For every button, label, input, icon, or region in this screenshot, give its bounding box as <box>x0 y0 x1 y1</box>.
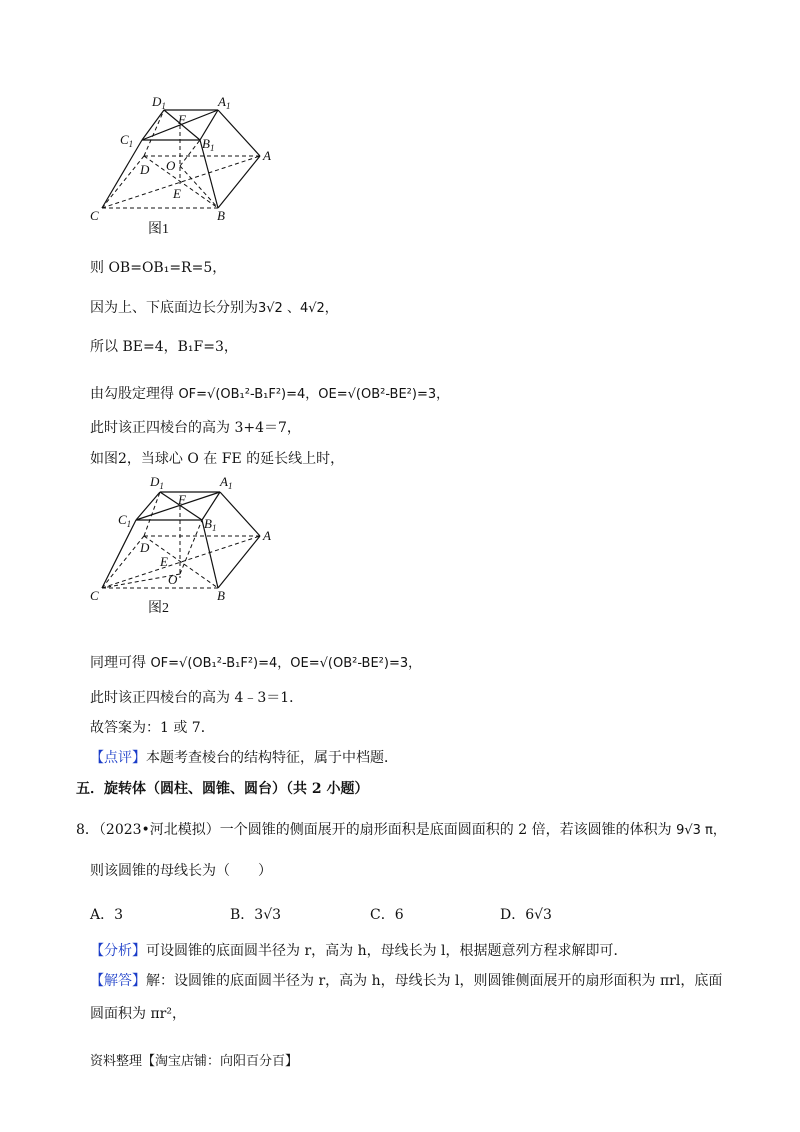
svg-text:B1: $B_1$ <box>202 136 215 153</box>
svg-text:B1: $B_1$ <box>204 516 217 533</box>
line-8: 此时该正四棱台的高为 4﹣3＝1． <box>90 690 304 706</box>
line-6: 如图2，当球心 O 在 FE 的延长线上时， <box>90 451 345 467</box>
option-b: B．3√3 <box>230 907 282 923</box>
svg-text:A1: $A_1$ <box>218 94 231 111</box>
svg-text:F: F <box>178 492 186 507</box>
solution-line-1: 【解答】解：设圆锥的底面圆半径为 r，高为 h，母线长为 l，则圆锥侧面展开的扇形面积为 πrl，底面 <box>90 973 723 989</box>
svg-text:图1: 图1 <box>148 222 169 237</box>
svg-text:D1: $D_1$ <box>152 94 166 111</box>
line-9: 故答案为：1 或 7． <box>90 720 215 736</box>
svg-text:E: E <box>173 186 181 201</box>
svg-text:A: A <box>263 148 271 163</box>
svg-text:O: O <box>168 572 178 587</box>
line-2: 因为上、下底面边长分别为3√2 、4√2， <box>90 300 338 316</box>
solution-tag: 【解答】 <box>90 973 146 989</box>
analysis-line: 【分析】可设圆锥的底面圆半径为 r，高为 h，母线长为 l，根据题意列方程求解即可． <box>90 943 628 959</box>
svg-text:C1: $C_1$ <box>120 132 134 149</box>
svg-text:C: C <box>90 208 99 223</box>
analysis-tag: 【分析】 <box>90 943 146 959</box>
svg-text:C1: $C_1$ <box>118 512 132 529</box>
svg-text:B: B <box>217 588 225 603</box>
solution-line-2: 圆面积为 πr²， <box>90 1006 186 1022</box>
svg-text:F: F <box>178 112 186 127</box>
svg-text:D: D <box>140 540 150 555</box>
figure-2 <box>80 470 290 620</box>
svg-text:A1: $A_1$ <box>220 474 233 491</box>
review-tag: 【点评】 <box>90 750 146 766</box>
svg-text:O: O <box>166 158 176 173</box>
line-10: 【点评】本题考查棱台的结构特征，属于中档题． <box>90 750 398 766</box>
svg-text:B: B <box>217 208 225 223</box>
svg-text:C: C <box>90 588 99 603</box>
svg-text:A: A <box>263 528 271 543</box>
line-5: 此时该正四棱台的高为 3+4＝7， <box>90 420 301 436</box>
line-1: 则 OB=OB₁=R=5， <box>90 260 227 276</box>
svg-text:D1: $D_1$ <box>150 474 164 491</box>
option-d: D．6√3 <box>500 907 552 923</box>
line-3: 所以 BE=4，B₁F=3， <box>90 339 238 355</box>
question-8-line-1: 8．（2023•河北模拟）一个圆锥的侧面展开的扇形面积是底面圆面积的 2 倍，若该圆锥的体积为 9√3 π， <box>76 822 726 838</box>
svg-text:图2: 图2 <box>148 601 169 616</box>
option-a: A．3 <box>90 907 124 923</box>
figure-1 <box>80 88 290 238</box>
section-title: 五．旋转体（圆柱、圆锥、圆台）（共 2 小题） <box>76 781 369 797</box>
question-8-line-2: 则该圆锥的母线长为（ ） <box>90 863 272 879</box>
line-4: 由勾股定理得 OF=√(OB₁²-B₁F²)=4，OE=√(OB²-BE²)=3， <box>90 386 450 402</box>
footer: 资料整理【淘宝店铺：向阳百分百】 <box>90 1054 299 1069</box>
svg-text:E: E <box>160 554 168 569</box>
svg-text:D: D <box>140 162 150 177</box>
line-7: 同理可得 OF=√(OB₁²-B₁F²)=4，OE=√(OB²-BE²)=3， <box>90 655 422 671</box>
option-c: C．6 <box>370 907 404 923</box>
